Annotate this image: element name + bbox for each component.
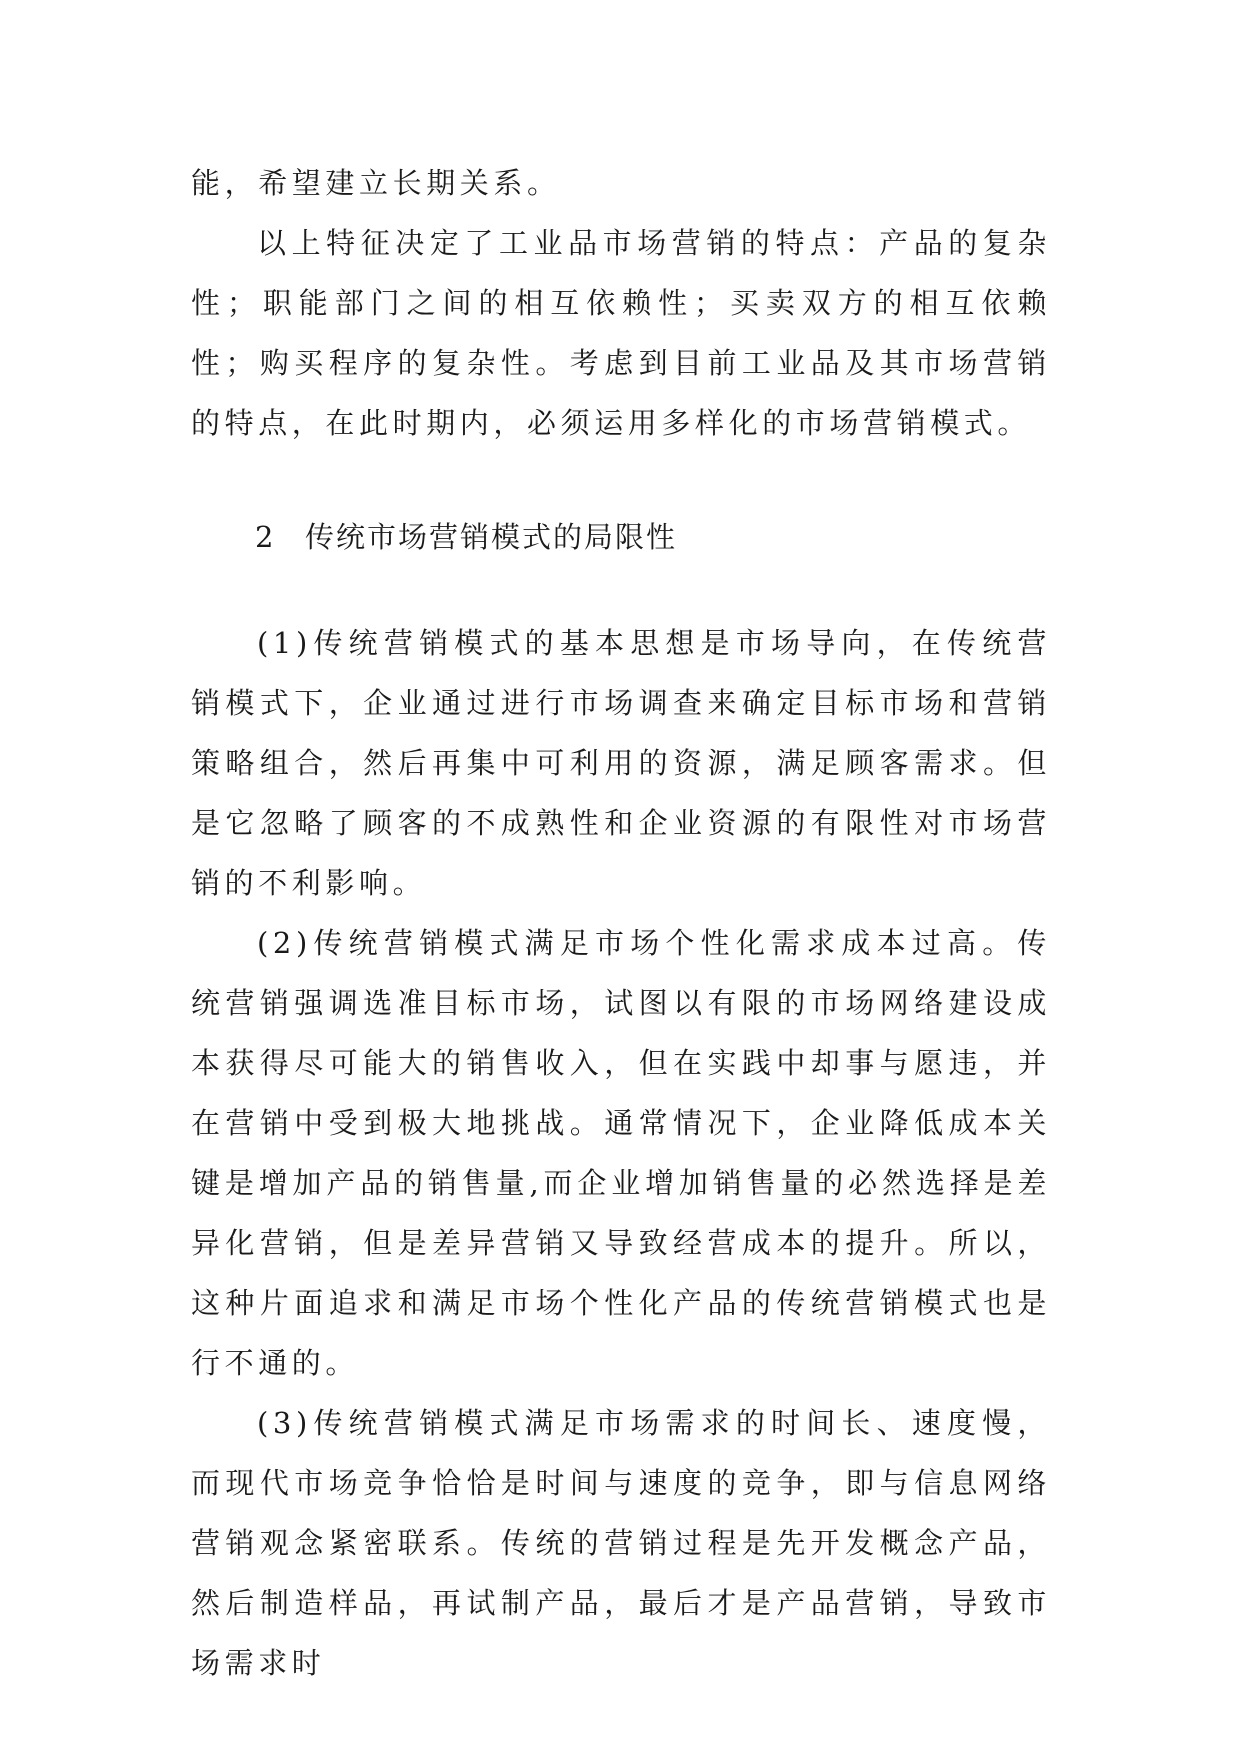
paragraph-point-1: (1)传统营销模式的基本思想是市场导向，在传统营销模式下，企业通过进行市场调查来确定目标市场和营销策略组合，然后再集中可利用的资源，满足顾客需求。但是它忽略了顾客的不成熟性和企业资源的有限性对市场营销的不利影响。: [191, 626, 1051, 900]
paragraph-continuation: 能，希望建立长期关系。: [191, 166, 561, 200]
paragraph-point-3: (3)传统营销模式满足市场需求的时间长、速度慢，而现代市场竞争恰恰是时间与速度的竞争，即与信息网络营销观念紧密联系。传统的营销过程是先开发概念产品，然后制造样品，再试制产品，最后才是产品营销，导致市场需求时: [191, 1406, 1051, 1680]
section-title: 传统市场营销模式的局限性: [305, 520, 678, 554]
body-section: [191, 613, 1051, 1693]
section-number: 2: [255, 520, 276, 554]
paragraph-point-2: (2)传统营销模式满足市场个性化需求成本过高。传统营销强调选准目标市场，试图以有限的市场网络建设成本获得尽可能大的销售收入，但在实践中却事与愿违，并在营销中受到极大地挑战。通常情况下，企业降低成本关键是增加产品的销售量,而企业增加销售量的必然选择是差异化营销，但是差异营销又导致经营成本的提升。所以，这种片面追求和满足市场个性化产品的传统营销模式也是行不通的。: [191, 926, 1051, 1380]
section-heading: [255, 507, 677, 567]
paragraph-features-summary: 以上特征决定了工业品市场营销的特点：产品的复杂性；职能部门之间的相互依赖性；买卖双方的相互依赖性；购买程序的复杂性。考虑到目前工业品及其市场营销的特点，在此时期内，必须运用多样化的市场营销模式。: [191, 226, 1051, 440]
intro-section: [191, 153, 1051, 453]
